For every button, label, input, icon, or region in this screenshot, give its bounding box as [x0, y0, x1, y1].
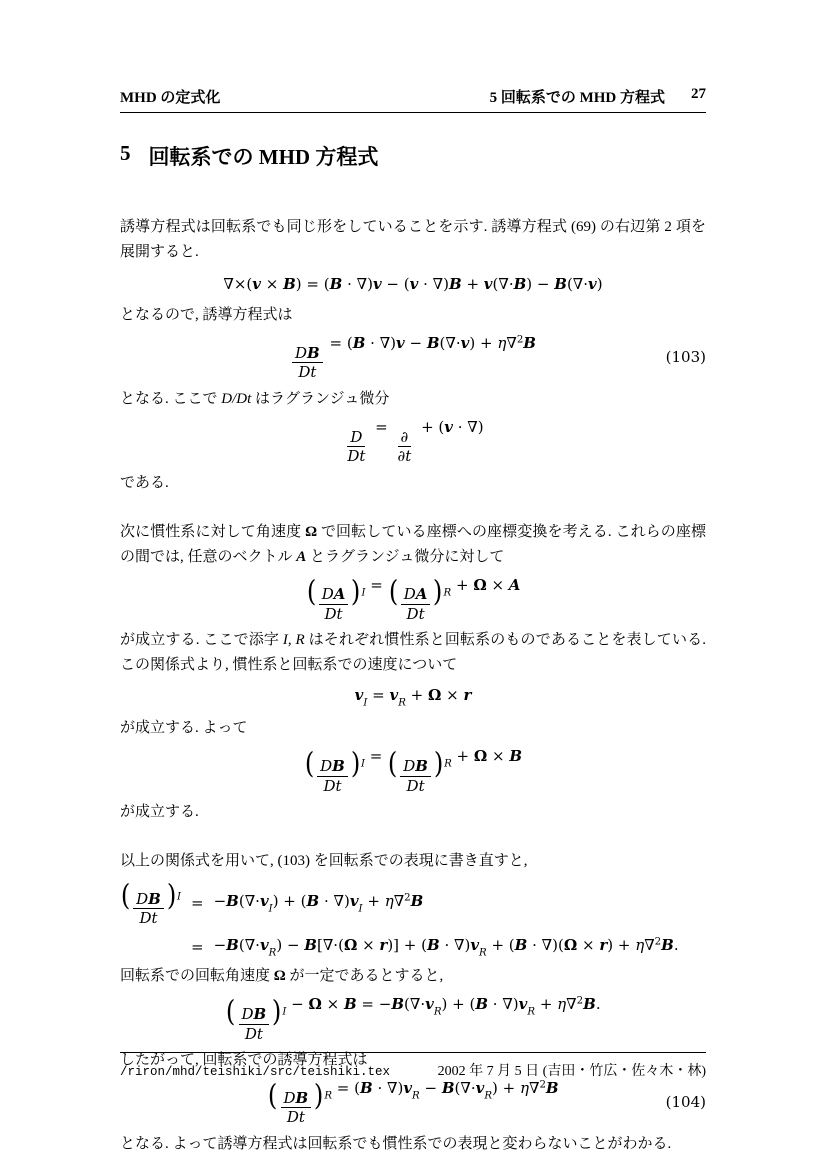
align-rel-2: =	[191, 938, 204, 957]
equation-rewrite-align	[120, 880, 706, 958]
paragraph-const-omega: 回転系での回転角速度 Ω が一定であるとすると,	[120, 968, 444, 985]
header-rule	[120, 112, 706, 113]
align-lhs: ( $\frac{DB}{Dt}$ )$_I$	[120, 879, 181, 928]
equation-velocity-relation	[120, 684, 706, 710]
equation-lagrange-derivative-body: $\frac{D}{Dt}$ = $\frac{\partial}{\partial t}$ + (v · ∇)	[347, 417, 484, 465]
equation-number-103: (103)	[665, 348, 706, 367]
paragraph-intro: 誘導方程式は回転系でも同じ形をしていることを示す. 誘導方程式 (69) の右辺第 2 項を展開すると.	[120, 219, 706, 260]
paragraph-conclusion: となる. よって誘導方程式は回転系でも慣性系での表現と変わらないことがわかる.	[120, 1135, 672, 1152]
section-title: 回転系での MHD 方程式	[148, 145, 379, 169]
header-page-number: 27	[691, 86, 706, 102]
equation-lagrange-derivative	[120, 418, 706, 465]
equation-transform-vector-a	[120, 576, 706, 623]
header-section-label: 5 回転系での MHD 方程式	[489, 90, 665, 106]
paragraph-naritatsu: が成立する.	[120, 804, 199, 820]
equation-transform-vector-b-body: ( $\frac{DB}{Dt}$ )$_I$ = ( $\frac{DB}{Dt}$ )$_R + \Omega \times B$	[304, 746, 522, 795]
paragraph-dearu: である.	[120, 474, 169, 491]
equation-transform-vector-b	[120, 747, 706, 794]
paragraph-so-induction: となるので, 誘導方程式は	[120, 307, 293, 323]
equation-const-omega	[120, 995, 706, 1042]
equation-curl-expansion-body: ∇×(v × B) = (B · ∇)v − (v · ∇)B + v(∇·B) − B(∇·v)	[223, 275, 603, 293]
paragraph-therefore: したがって, 回転系での誘導方程式は	[120, 1052, 368, 1069]
align-rhs-2: $-B(\nabla\cdot v_R) - B[\nabla\cdot(\Omega \times r)] + (B \cdot \nabla)v_R + (B \cdot \nabla)(\Omega \times r) + \eta\nabla^2B$.	[213, 935, 679, 959]
equation-103-body: $\frac{DB}{Dt}$ = (B · ∇)v − B(∇·v) + η∇$^2$B	[290, 334, 536, 381]
header-left-title: MHD の定式化	[120, 90, 221, 106]
align-rel-1: =	[191, 894, 204, 913]
align-rhs-1: $-B(\nabla\cdot v_I) + (B \cdot \nabla)v_I + \eta\nabla^2B$	[213, 892, 424, 915]
paragraph-subscripts: が成立する. ここで添字 I, R はそれぞれ慣性系と回転系のものであることを表している. この関係式より, 慣性系と回転系での速度について	[120, 632, 706, 674]
footer-rule	[120, 1052, 706, 1053]
equation-104-body: ( $\frac{DB}{Dt}$ )$_R = (B \cdot \nabla)v_R - B(\nabla\cdot v_R) + \eta\nabla^2B$	[268, 1078, 559, 1127]
header-right	[490, 86, 706, 107]
equation-103	[120, 334, 706, 381]
page-footer	[120, 1052, 706, 1080]
paragraph-yotte: が成立する. よって	[120, 720, 248, 737]
equation-const-omega-body: ( $\frac{DB}{Dt}$ )$_I - \Omega \times B = -B(\nabla\cdot v_R) + (B \cdot \nabla)v_R + \eta\nabla^2B$.	[226, 994, 601, 1043]
section-heading	[120, 141, 706, 171]
equation-104	[120, 1079, 706, 1126]
equation-curl-expansion	[120, 271, 706, 297]
footer-file-path: /riron/mhd/teishiki/src/teishiki.tex	[120, 1065, 391, 1079]
equation-velocity-relation-body: $v_I = v_R + \Omega \times r$	[354, 685, 472, 709]
footer-date-authors: 2002 年 7 月 5 日 (吉田・竹広・佐々木・林)	[437, 1064, 706, 1079]
paragraph-rotating-frame: 次に慣性系に対して角速度 Ω で回転している座標への座標変換を考える. これらの座標の間では, 任意のベクトル A とラグランジュ微分に対して	[120, 523, 706, 565]
page-header	[120, 0, 706, 107]
paragraph-lagrange-intro: となる. ここで D/Dt はラグランジュ微分	[120, 390, 390, 407]
footer-row	[120, 1060, 706, 1080]
paragraph-rewrite-intro: 以上の関係式を用いて, (103) を回転系での表現に書き直すと,	[120, 853, 528, 869]
equation-number-104: (104)	[665, 1093, 706, 1112]
section-number: 5	[120, 141, 131, 165]
equation-transform-vector-a-body: ( $\frac{DA}{Dt}$ )$_I$ = ( $\frac{DA}{Dt}$ )$_R + \Omega \times A$	[306, 574, 521, 623]
